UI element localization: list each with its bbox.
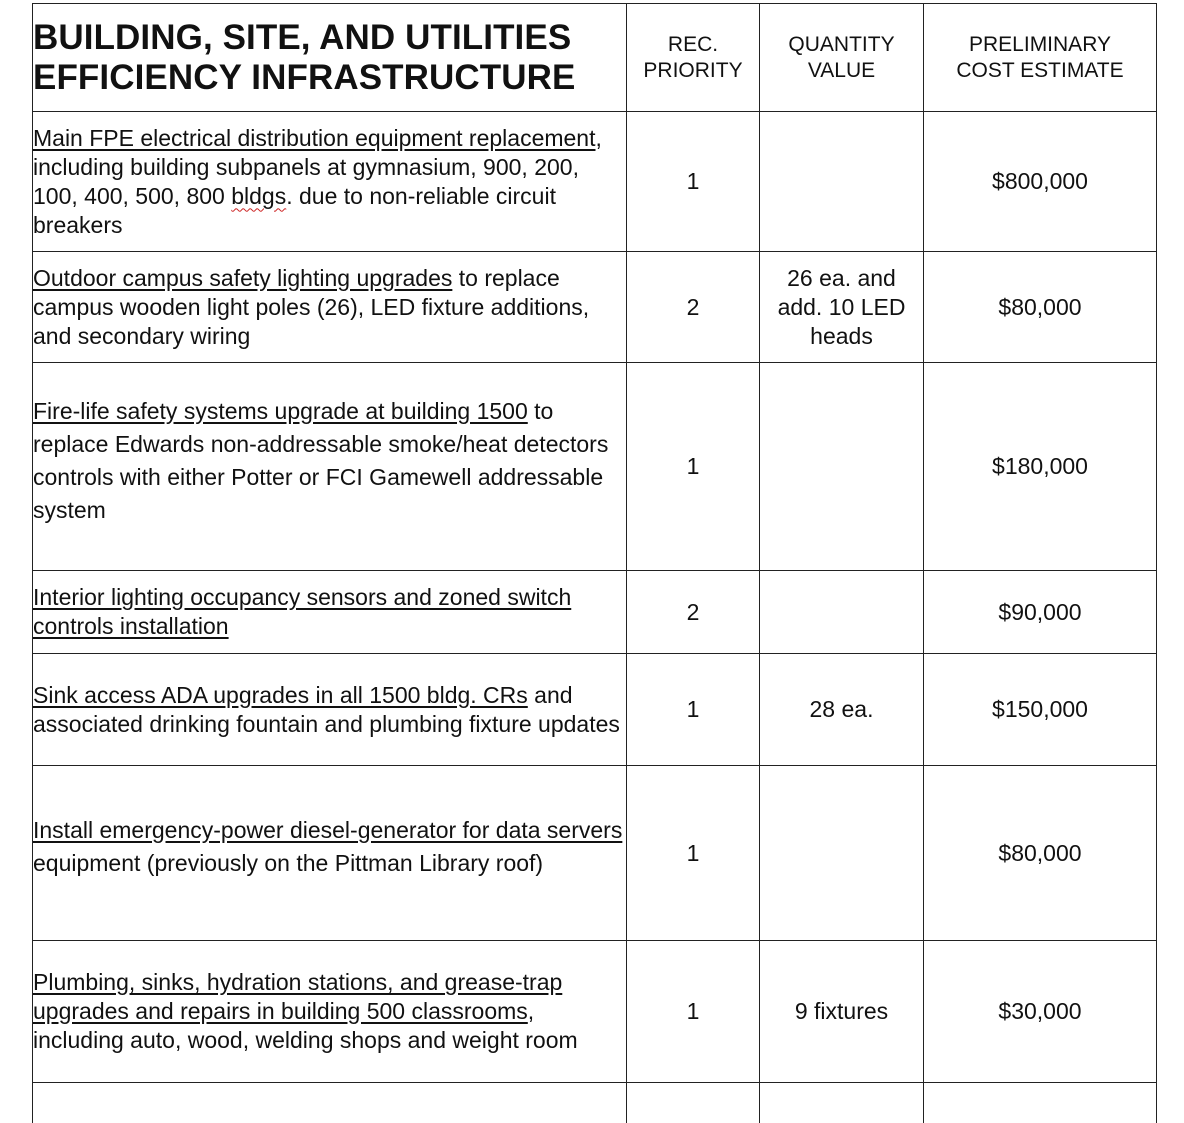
- header-row: [33, 4, 1157, 112]
- row-text: , including auto, wood, welding shops and weight room: [33, 998, 578, 1053]
- row-text: to replace campus wooden light poles (26), LED fixture additions, and secondary wiring: [33, 265, 589, 349]
- row-cost: $150,000: [924, 654, 1157, 766]
- row-priority: 2: [627, 252, 760, 363]
- row-link[interactable]: Fire-life safety systems upgrade at building 1500: [33, 398, 528, 424]
- row-description: [33, 654, 627, 766]
- row-quantity-line-2: add. 10 LED: [760, 293, 923, 322]
- row-link[interactable]: Plumbing, sinks, hydration stations, and grease-trap upgrades and repairs in building 500 classrooms: [33, 969, 562, 1024]
- table-row: [33, 252, 1157, 363]
- quantity-header: [760, 4, 924, 112]
- row-quantity: [760, 766, 924, 941]
- row-description: [33, 766, 627, 941]
- table-row-partial: [33, 1083, 1157, 1123]
- row-text: and associated drinking fountain and plumbing fixture updates: [33, 682, 620, 737]
- row-description: [33, 112, 627, 252]
- row-quantity-line-1: 26 ea. and: [760, 264, 923, 293]
- row-priority: 1: [627, 941, 760, 1083]
- table-title-line-1: BUILDING, SITE, AND UTILITIES: [33, 18, 626, 58]
- row-quantity: [760, 252, 924, 363]
- row-link[interactable]: Interior lighting occupancy sensors and zoned switch controls installation: [33, 584, 571, 639]
- spellcheck-flagged-word[interactable]: bldgs: [231, 183, 286, 209]
- row-link[interactable]: Outdoor campus safety lighting upgrades: [33, 265, 452, 291]
- table-title-line-2: EFFICIENCY INFRASTRUCTURE: [33, 58, 626, 98]
- row-text: to replace Edwards non-addressable smoke/heat detectors controls with either Potter or FCI Gamewell addressable system: [33, 398, 608, 523]
- row-cost: $30,000: [924, 941, 1157, 1083]
- row-priority: 1: [627, 112, 760, 252]
- row-priority: 1: [627, 766, 760, 941]
- cost-header-line-1: PRELIMINARY: [924, 32, 1156, 58]
- row-text: equipment (previously on the Pittman Library roof): [33, 850, 543, 876]
- empty-cell: [760, 1083, 924, 1123]
- row-description: [33, 941, 627, 1083]
- row-quantity: [760, 112, 924, 252]
- row-link[interactable]: Main FPE electrical distribution equipment replacement: [33, 125, 596, 151]
- table-row: [33, 571, 1157, 654]
- row-link[interactable]: Sink access ADA upgrades in all 1500 bldg. CRs: [33, 682, 528, 708]
- cost-header: [924, 4, 1157, 112]
- row-quantity: 9 fixtures: [760, 941, 924, 1083]
- table-title: [33, 4, 627, 112]
- priority-header-line-1: REC.: [627, 32, 759, 58]
- table-row: [33, 363, 1157, 571]
- quantity-header-line-2: VALUE: [760, 58, 923, 84]
- row-text-tail: . due to non-reliable circuit breakers: [33, 183, 556, 238]
- table-row: [33, 766, 1157, 941]
- row-priority: 1: [627, 654, 760, 766]
- priority-header-line-2: PRIORITY: [627, 58, 759, 84]
- empty-cell: [33, 1083, 627, 1123]
- row-text: , including building subpanels at gymnasium, 900, 200, 100, 400, 500, 800: [33, 125, 602, 209]
- priority-header: [627, 4, 760, 112]
- infrastructure-table: [32, 3, 1157, 1123]
- cost-header-line-2: COST ESTIMATE: [924, 58, 1156, 84]
- row-priority: 2: [627, 571, 760, 654]
- row-quantity: 28 ea.: [760, 654, 924, 766]
- row-cost: $800,000: [924, 112, 1157, 252]
- row-description: [33, 571, 627, 654]
- empty-cell: [924, 1083, 1157, 1123]
- row-description: [33, 252, 627, 363]
- quantity-header-line-1: QUANTITY: [760, 32, 923, 58]
- row-description: [33, 363, 627, 571]
- row-cost: $80,000: [924, 252, 1157, 363]
- row-quantity-line-3: heads: [760, 322, 923, 351]
- row-cost: $90,000: [924, 571, 1157, 654]
- row-cost: $180,000: [924, 363, 1157, 571]
- table-row: [33, 112, 1157, 252]
- row-quantity: [760, 571, 924, 654]
- table-row: [33, 654, 1157, 766]
- table-row: [33, 941, 1157, 1083]
- row-link[interactable]: Install emergency-power diesel-generator for data servers: [33, 817, 622, 843]
- row-quantity: [760, 363, 924, 571]
- empty-cell: [627, 1083, 760, 1123]
- row-cost: $80,000: [924, 766, 1157, 941]
- row-priority: 1: [627, 363, 760, 571]
